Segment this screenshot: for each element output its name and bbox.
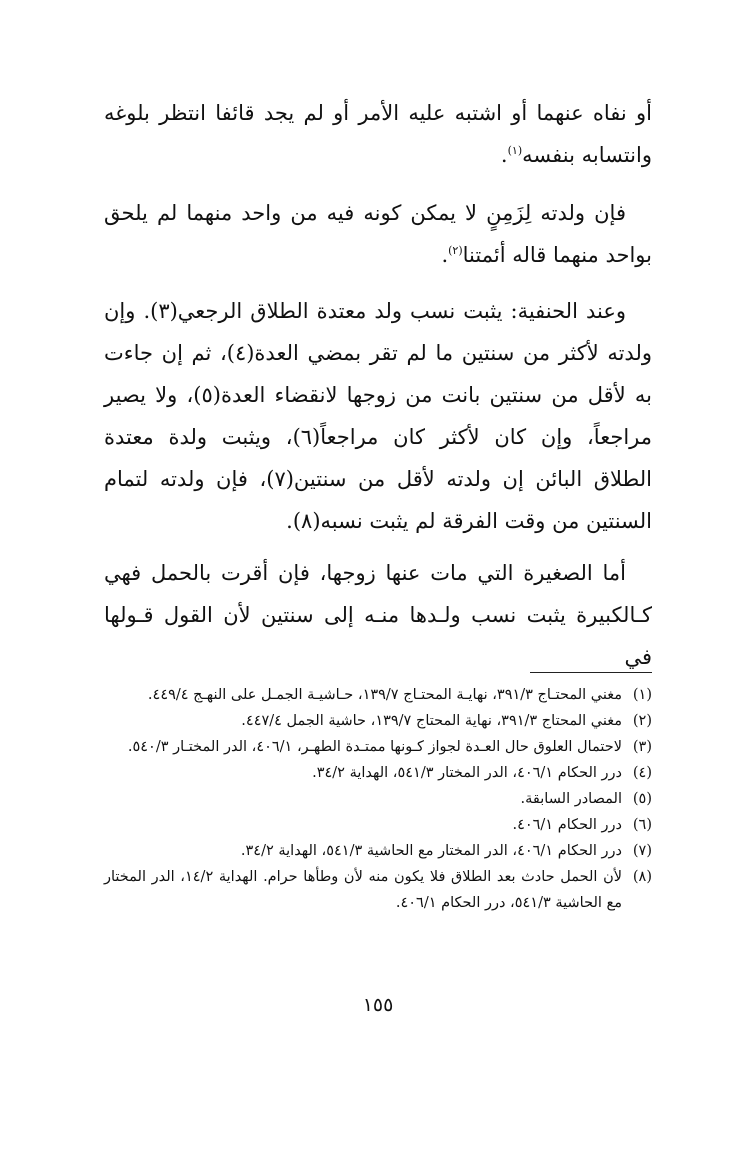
footnote-number: (٦) (632, 817, 652, 833)
paragraph-1 (104, 92, 652, 176)
paragraph-3-text: وعند الحنفية: يثبت نسب ولد معتدة الطلاق الرجعي(٣). وإن ولدته لأكثر من سنتين ما لم تقر بمضي العدة(٤)، ثم إن جاءت به لأقل من سنتين بانت من زوجها لانقضاء العدة(٥)، ولا يصير مراجعاً، وإن كان لأكثر كان مراجعاً(٦)، ويثبت ولدة معتدة الطلاق البائن إن ولدته لأقل من سنتين(٧)، فإن ولدته لتمام السنتين من وقت الفرقة لم يثبت نسبه(٨). (104, 299, 652, 533)
footnote-mark-1: (١) (507, 144, 523, 157)
footnote-text: درر الحكام ٤٠٦/١. (512, 817, 622, 833)
footnote-text: درر الحكام ٤٠٦/١، الدر المختار ٥٤١/٣، الهداية ٣٤/٢. (312, 765, 622, 781)
footnote-number: (٢) (632, 713, 652, 729)
footnote-text: درر الحكام ٤٠٦/١، الدر المختار مع الحاشية ٥٤١/٣، الهداية ٣٤/٢. (240, 843, 622, 859)
paragraph-2-tail: . (441, 243, 449, 267)
paragraph-2-text: فإن ولدته لِزَمِنٍ لا يمكن كونه فيه من واحد منهما لم يلحق بواحد منهما قاله أئمتنا (104, 201, 652, 267)
footnote-text: مغني المحتـاج ٣٩١/٣، نهايـة المحتـاج ١٣٩/٧، حـاشيـة الجمـل على النهـج ٤٤٩/٤. (147, 687, 622, 703)
footnote-number: (٥) (632, 791, 652, 807)
footnote-7 (104, 838, 652, 864)
footnote-number: (٧) (632, 843, 652, 859)
footnote-5 (104, 786, 652, 812)
footnote-3 (104, 734, 652, 760)
paragraph-1-text: أو نفاه عنهما أو اشتبه عليه الأمر أو لم يجد قائفا انتظر بلوغه وانتسابه بنفسه (104, 101, 652, 167)
footnote-separator (530, 672, 652, 673)
footnotes (104, 682, 652, 916)
page-number: ١٥٥ (362, 994, 394, 1016)
footnote-2 (104, 708, 652, 734)
footnote-4 (104, 760, 652, 786)
paragraph-3 (104, 290, 652, 542)
footnote-number: (١) (632, 687, 652, 703)
footnote-text: لأن الحمل حادث بعد الطلاق فلا يكون منه لأن وطأها حرام. الهداية ١٤/٢، الدر المختار مع الحاشية ٥٤١/٣، درر الحكام ٤٠٦/١. (104, 869, 622, 911)
footnote-text: المصادر السابقة. (520, 791, 622, 807)
paragraph-4 (104, 552, 652, 678)
paragraph-2 (104, 192, 652, 276)
footnote-8 (104, 864, 652, 916)
main-text (104, 92, 652, 694)
footnote-text: مغني المحتاج ٣٩١/٣، نهاية المحتاج ١٣٩/٧، حاشية الجمل ٤٤٧/٤. (241, 713, 622, 729)
paragraph-4-text: أما الصغيرة التي مات عنها زوجها، فإن أقرت بالحمل فهي كـالكبيرة يثبت نسب ولـدها منـه إلى سنتين لأن القول قـولها في (104, 561, 652, 669)
footnote-number: (٣) (632, 739, 652, 755)
paragraph-1-tail: . (500, 143, 508, 167)
footnote-number: (٤) (632, 765, 652, 781)
footnote-text: لاحتمال العلوق حال العـدة لجواز كـونها ممتـدة الطهـر، ٤٠٦/١، الدر المختـار ٥٤٠/٣. (127, 739, 622, 755)
footnote-1 (104, 682, 652, 708)
footnote-6 (104, 812, 652, 838)
footnote-number: (٨) (632, 869, 652, 885)
footnote-mark-2: (٢) (448, 244, 463, 257)
